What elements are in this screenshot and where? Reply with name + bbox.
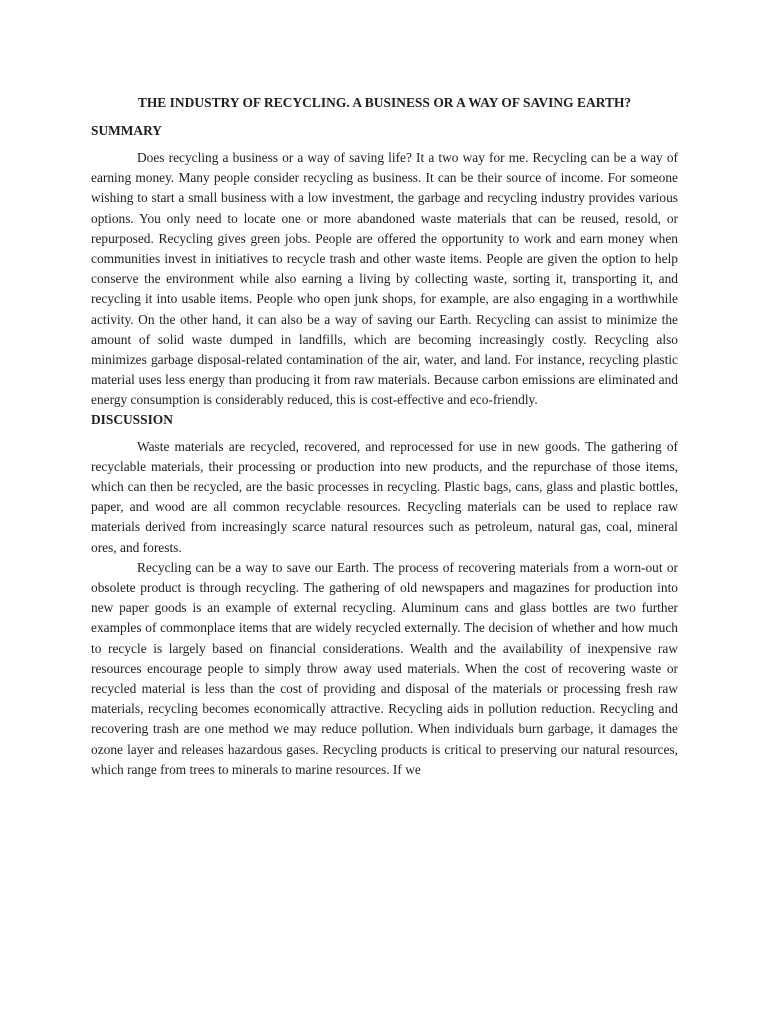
summary-paragraph: Does recycling a business or a way of saving life? It a two way for me. Recycling can be a way of earning money. Many people consider recycling as business. It can be their source of income. For someone wishing to start a small business with a low investment, the garbage and recycling industry provides various options. You only need to locate one or more abandoned waste materials that can be reused, resold, or repurposed. Recycling gives green jobs. People are offered the opportunity to work and earn money when communities invest in initiatives to recycle trash and other waste items. People are given the option to help conserve the environment while also earning a living by collecting waste, sorting it, transporting it, and recycling it into usable items. People who open junk shops, for example, are also engaging in a worthwhile activity. On the other hand, it can also be a way of saving our Earth. Recycling can assist to minimize the amount of solid waste dumped in landfills, which are becoming increasingly costly. Recycling also minimizes garbage disposal-related contamination of the air, water, and land. For instance, recycling plastic material uses less energy than producing it from raw materials. Because carbon emissions are eliminated and energy consumption is considerably reduced, this is cost-effective and eco-friendly. [91,150,678,408]
section-heading-summary: SUMMARY [91,123,162,138]
section-heading-discussion: DISCUSSION [91,411,173,427]
document-body [91,94,678,780]
document-title: THE INDUSTRY OF RECYCLING. A BUSINESS OR A WAY OF SAVING EARTH? [137,95,632,110]
discussion-paragraph-1: Waste materials are recycled, recovered, and reprocessed for use in new goods. The gathering of recyclable materials, their processing or production into new products, and the repurchase of those items, which can then be recycled, are the basic processes in recycling. Plastic bags, cans, glass and plastic bottles, paper, and wood are all common recyclable resources. Recycling materials can be used to replace raw materials derived from increasingly scarce natural resources such as petroleum, natural gas, coal, mineral ores, and forests. [91,438,678,555]
discussion-paragraph-2: Recycling can be a way to save our Earth. The process of recovering materials from a worn-out or obsolete product is through recycling. The gathering of old newspapers and magazines for production into new paper goods is an example of external recycling. Aluminum cans and glass bottles are two further examples of commonplace items that are widely recycled externally. The decision of whether and how much to recycle is largely based on financial considerations. Wealth and the availability of inexpensive raw resources encourage people to simply throw away used materials. When the cost of recovering waste or recycled material is less than the cost of providing and disposal of the materials or processing fresh raw materials, recycling becomes economically attractive. Recycling aids in pollution reduction. Recycling and recovering trash are one method we may reduce pollution. When individuals burn garbage, it damages the ozone layer and releases hazardous gases. Recycling products is critical to preserving our natural resources, which range from trees to minerals to marine resources. If we [91,559,678,777]
